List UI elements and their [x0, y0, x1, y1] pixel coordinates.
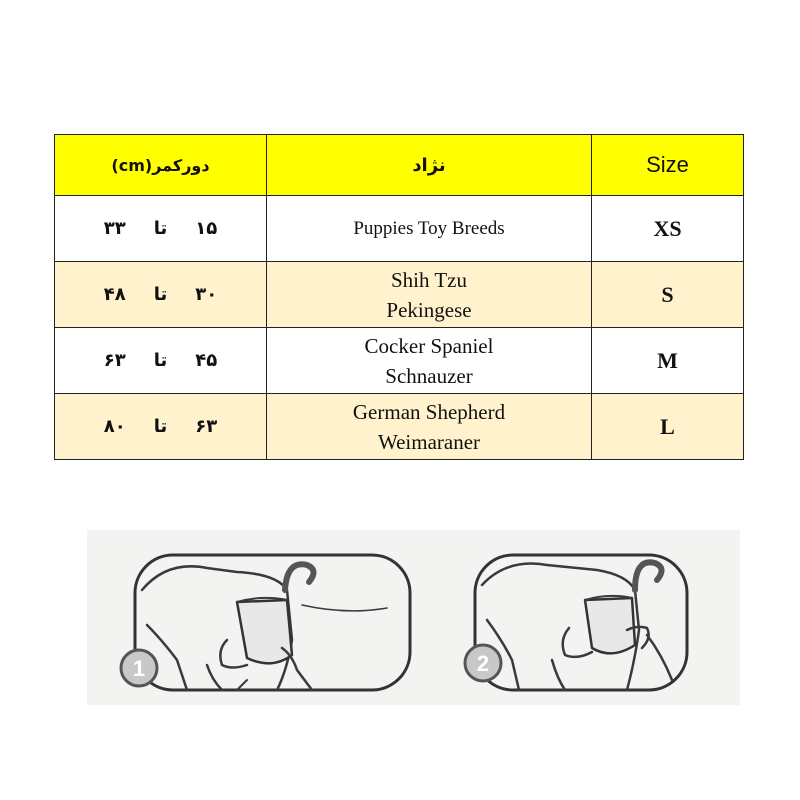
breed-name: Puppies Toy Breeds: [353, 217, 505, 239]
header-breed: نژاد: [267, 135, 592, 196]
breed-name: Pekingese: [386, 297, 472, 322]
size-chart-table: [54, 134, 744, 460]
breed-cell: [267, 262, 592, 328]
waist-to: ۴۸: [103, 284, 126, 305]
breed-cell: [267, 328, 592, 394]
step-2-badge: [465, 645, 501, 681]
breed-cell: [267, 196, 592, 262]
waist-sep: تا: [153, 350, 168, 371]
table-row: [55, 394, 744, 460]
breed-cell: [267, 394, 592, 460]
waist-from: ۶۳: [195, 416, 218, 437]
waist-to: ۶۳: [103, 350, 126, 371]
waist-from: ۱۵: [195, 218, 218, 239]
waist-sep: تا: [153, 284, 168, 305]
step-1-illustration: [132, 555, 410, 690]
breed-name: Shih Tzu: [390, 267, 468, 292]
size-cell: S: [592, 262, 744, 328]
size-cell: M: [592, 328, 744, 394]
breed-name: Cocker Spaniel: [364, 333, 494, 358]
table-row: [55, 196, 744, 262]
step-2-number: 2: [476, 651, 490, 676]
table-header-row: [55, 135, 744, 196]
size-cell: XS: [592, 196, 744, 262]
step-1-number: 1: [132, 656, 146, 681]
breed-name: Schnauzer: [385, 363, 473, 388]
waist-to: ۳۳: [103, 218, 126, 239]
header-waist: دورکمر(cm): [55, 135, 267, 196]
step-1-badge: [121, 650, 157, 686]
waist-range: [55, 394, 267, 460]
breed-name: Weimaraner: [377, 429, 481, 454]
instruction-illustration: [87, 530, 740, 705]
waist-from: ۴۵: [195, 350, 218, 371]
step-2-illustration: [475, 555, 687, 690]
breed-name: German Shepherd: [352, 399, 506, 424]
waist-from: ۳۰: [195, 284, 218, 305]
waist-range: [55, 328, 267, 394]
waist-range: [55, 262, 267, 328]
instruction-drawing: [87, 530, 740, 705]
table-row: [55, 328, 744, 394]
waist-range: [55, 196, 267, 262]
header-size: Size: [592, 135, 744, 196]
table-row: [55, 262, 744, 328]
waist-sep: تا: [153, 218, 168, 239]
size-cell: L: [592, 394, 744, 460]
waist-to: ۸۰: [103, 416, 126, 437]
waist-sep: تا: [153, 416, 168, 437]
